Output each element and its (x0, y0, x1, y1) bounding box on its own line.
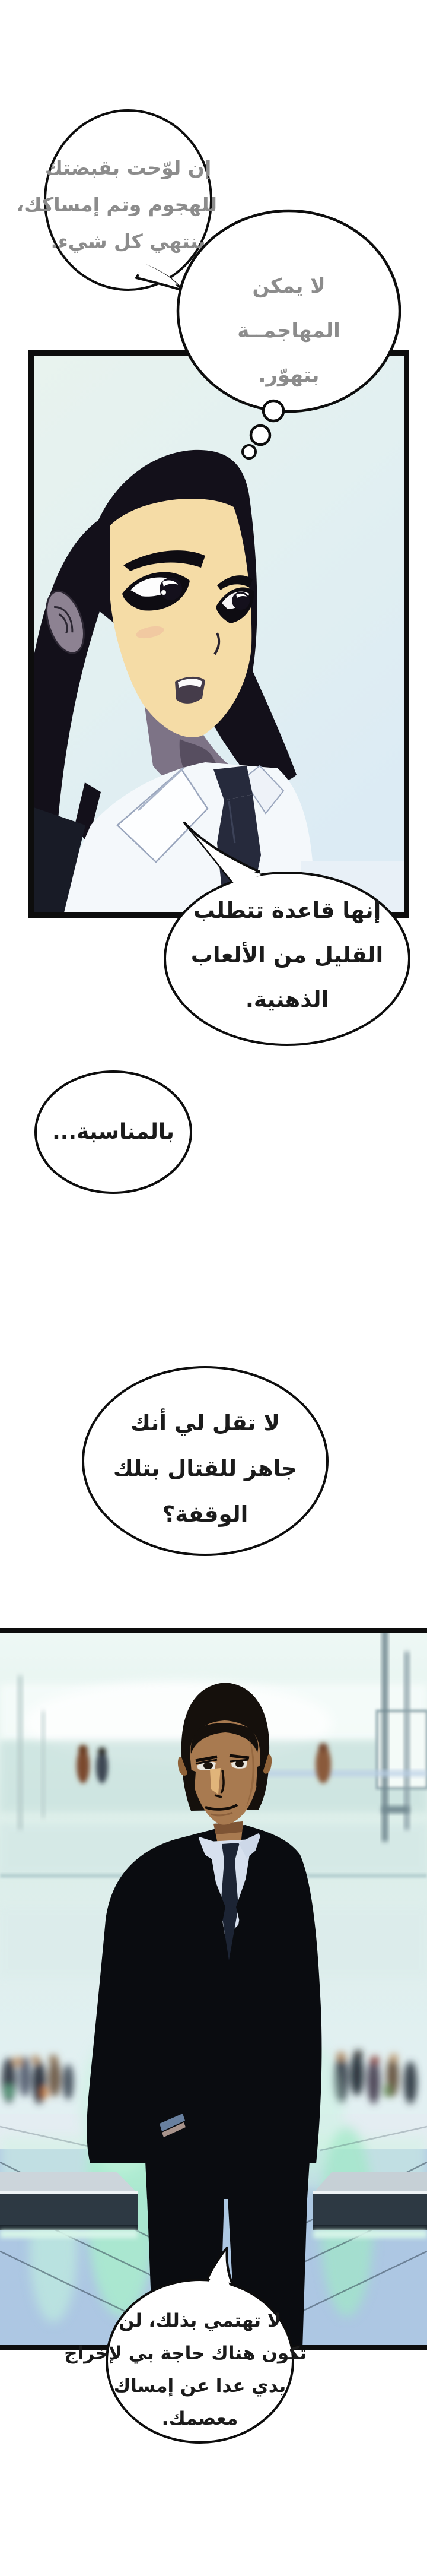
metal-bench-left (0, 2172, 138, 2238)
bubble2-line1: لا يمكن (252, 274, 326, 298)
thought-bump (263, 401, 283, 421)
speech-bubble-5 (80, 1363, 332, 1561)
thought-circle-2 (243, 445, 256, 458)
panel2-border-top (0, 1628, 427, 1633)
bubble1-line1: إن لوّحت بقبضتك (44, 156, 212, 179)
bubble6-line1: لا تهتمي بذلك، لن (119, 2310, 281, 2331)
thought-circle-1 (251, 426, 270, 445)
bubble1-line3: ينتهي كل شيء. (50, 230, 206, 253)
bubble2-line2: المهاجمــة (237, 319, 340, 343)
speech-bubble-3 (160, 813, 415, 1051)
bubble3-line3: الذهنية. (245, 987, 329, 1012)
bubble5-line2: جاهز للقتال بتلك (113, 1456, 298, 1481)
bubble3-line1: إنها قاعدة تتطلب (193, 898, 381, 923)
metal-bench-right (313, 2172, 427, 2238)
bubble6-line3: يدي عدا عن إمساك (113, 2375, 286, 2397)
bubble3-line2: القليل من الألعاب (190, 942, 384, 968)
bubble6-line4: معصمك. (161, 2408, 238, 2429)
character1-left-eye-sparkle (161, 590, 166, 595)
character2-hips (145, 2160, 310, 2199)
bubble2-line3: بتهوّر. (258, 363, 320, 387)
speech-bubble-6 (98, 2238, 302, 2452)
bubble4-line1: بالمناسبة... (52, 1120, 174, 1144)
bubble5-line1: لا تقل لي أنك (130, 1410, 281, 1436)
speech-bubble-4 (33, 1069, 199, 1196)
bubble5-line3: الوقفة؟ (162, 1501, 248, 1527)
left-pupil (203, 1762, 213, 1769)
bubble1-line2: للهجوم وتم إمساكك، (16, 193, 217, 216)
pipe (404, 1652, 409, 1830)
bubble6-line2: تكون هناك حاجة بي لإخراج (64, 2343, 307, 2364)
thought-bubble (172, 205, 409, 466)
